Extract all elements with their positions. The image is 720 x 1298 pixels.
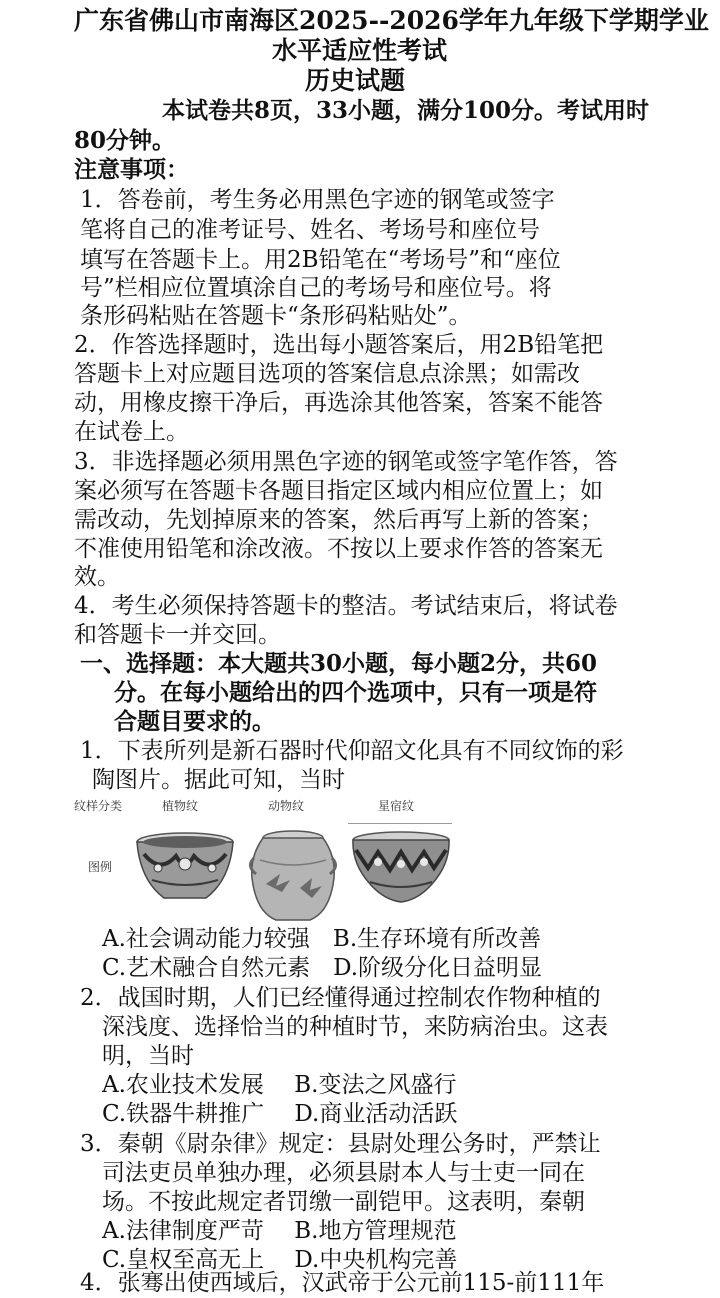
exam-title-line2: 水平适应性考试 [272,36,448,65]
notes-line: 2．作答选择题时，选出每小题答案后，用2B铅笔把 [74,332,604,358]
notes-line: 填写在答题卡上。用2B铅笔在“考场号”和“座位 [80,247,561,273]
q2-line3: 明，当时 [102,1043,194,1069]
plant-pattern-pottery-image [134,828,236,904]
notes-line: 在试卷上。 [74,419,189,445]
exam-subject: 历史试题 [305,66,406,95]
q3-line3: 场。不按此规定者罚缴一副铠甲。这表明，秦朝 [102,1189,585,1215]
q1-table-col1: 植物纹 [162,799,199,813]
notes-line: 效。 [74,564,120,590]
q1-options-line2: C.艺术融合自然元素 D.阶级分化日益明显 [102,955,543,981]
animal-pattern-pottery-image [246,828,340,924]
section1-line3: 合题目要求的。 [114,708,275,735]
q1-options-line1: A.社会调动能力较强 B.生存环境有所改善 [102,926,542,952]
notes-line: 1．答卷前，考生务必用黑色字迹的钢笔或签字 [80,187,555,213]
q1-line1: 1．下表所列是新石器时代仰韶文化具有不同纹饰的彩 [80,738,624,764]
q2-line2: 深浅度、选择恰当的种植时节，来防病治虫。这表 [102,1014,608,1040]
notes-line: 需改动，先划掉原来的答案，然后再写上新的答案； [74,507,603,533]
section1-line1: 一、选择题：本大题共30小题，每小题2分，共60 [80,650,598,677]
q2-options-line2: C.铁器牛耕推广 D.商业活动活跃 [102,1101,458,1127]
notes-line: 号”栏相应位置填涂自己的考场号和座位号。将 [80,275,552,301]
notes-line: 案必须写在答题卡各题目指定区域内相应位置上；如 [74,478,603,504]
table-divider [348,823,452,824]
q3-options-line2: C.皇权至高无上 D.中央机构完善 [102,1247,458,1273]
q2-line1: 2．战国时期，人们已经懂得通过控制农作物种植的 [80,985,601,1011]
q1-table-col3: 星宿纹 [378,799,415,813]
q1-table-col2: 动物纹 [268,799,305,813]
exam-title-line1: 广东省佛山市南海区2025--2026学年九年级下学期学业 [74,6,709,35]
exam-info-line1: 本试卷共8页，33小题，满分100分。考试用时 [162,97,650,124]
exam-info-line2: 80分钟。 [74,127,176,154]
notes-line: 不准使用铅笔和涂改液。不按以上要求作答的答案无 [74,536,603,562]
section1-line2: 分。在每小题给出的四个选项中，只有一项是符 [114,679,597,706]
notes-line: 答题卡上对应题目选项的答案信息点涂黑；如需改 [74,361,580,387]
q3-line2: 司法吏员单独办理，必须县尉本人与士吏一同在 [102,1160,585,1186]
notes-line: 和答题卡一并交回。 [74,622,281,648]
notes-line: 条形码粘贴在答题卡“条形码粘贴处”。 [80,303,472,329]
notes-heading: 注意事项： [74,156,189,183]
q3-line1: 3．秦朝《尉杂律》规定：县尉处理公务时，严禁让 [80,1131,601,1157]
notes-line: 动，用橡皮擦干净后，再选涂其他答案，答案不能答 [74,390,603,416]
q4-partial-line: 4．张骞出使西域后，汉武帝于公元前115-前111年 [80,1270,605,1296]
q3-options-line1: A.法律制度严苛 B.地方管理规范 [102,1218,457,1244]
star-pattern-pottery-image [348,828,454,908]
notes-line: 笔将自己的准考证号、姓名、考场号和座位号 [80,217,540,243]
notes-line: 3．非选择题必须用黑色字迹的钢笔或签字笔作答，答 [74,449,618,475]
q1-line2: 陶图片。据此可知，当时 [92,767,345,793]
q1-table-image-label: 图例 [88,860,113,874]
q1-table-row-label: 纹样分类 [74,799,123,813]
notes-line: 4．考生必须保持答题卡的整洁。考试结束后，将试卷 [74,593,618,619]
q2-options-line1: A.农业技术发展 B.变法之风盛行 [102,1072,457,1098]
